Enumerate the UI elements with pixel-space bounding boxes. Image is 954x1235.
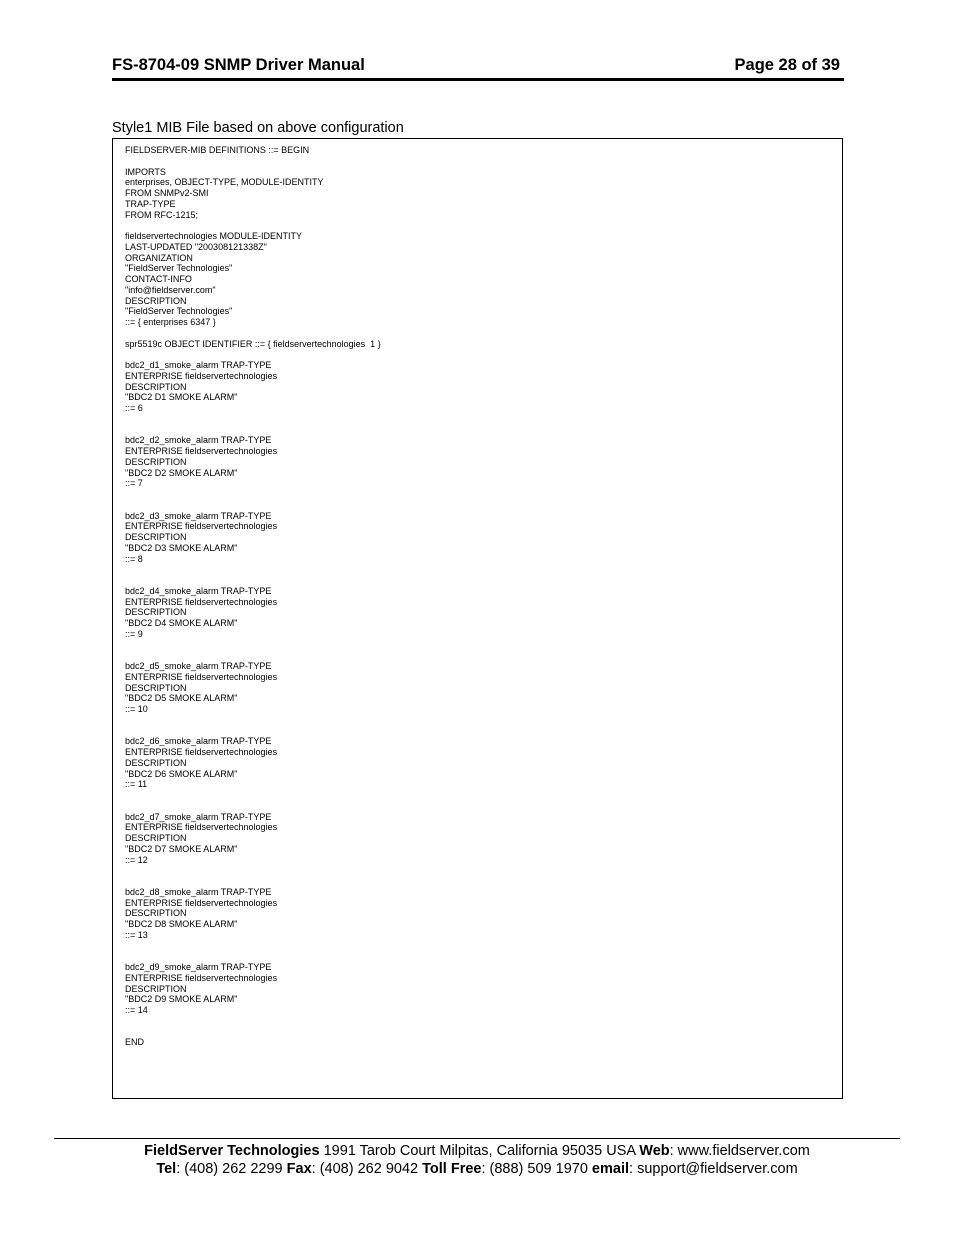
- code-line: bdc2_d4_smoke_alarm TRAP-TYPE: [125, 585, 272, 596]
- code-line: "BDC2 D8 SMOKE ALARM": [125, 919, 238, 929]
- code-caption: Style1 MIB File based on above configuration: [112, 120, 404, 136]
- footer-fax-label: Fax: [286, 1161, 312, 1177]
- code-line: ENTERPRISE fieldservertechnologies: [125, 972, 278, 983]
- code-line: [125, 414, 381, 425]
- code-line: TRAP-TYPE: [125, 198, 176, 209]
- footer-email-value: : support@fieldserver.com: [629, 1161, 798, 1177]
- code-line: "BDC2 D5 SMOKE ALARM": [125, 693, 238, 704]
- footer-tel-label: Tel: [156, 1161, 177, 1177]
- code-line: CONTACT-INFO: [125, 274, 192, 284]
- code-line: ENTERPRISE fieldservertechnologies: [125, 446, 278, 456]
- code-line: "BDC2 D2 SMOKE ALARM": [125, 467, 238, 478]
- code-line: "BDC2 D9 SMOKE ALARM": [125, 994, 238, 1005]
- code-line: [125, 1027, 381, 1038]
- footer-email-label: email: [591, 1161, 630, 1177]
- code-line: ::= 8: [125, 553, 143, 564]
- code-line: [125, 1016, 381, 1027]
- code-line: [125, 489, 381, 500]
- code-line: DESCRIPTION: [125, 607, 187, 618]
- code-line: "BDC2 D1 SMOKE ALARM": [125, 392, 238, 403]
- code-line: "BDC2 D6 SMOKE ALARM": [125, 768, 238, 779]
- code-line: bdc2_d7_smoke_alarm TRAP-TYPE: [125, 811, 272, 822]
- code-line: [125, 575, 381, 586]
- code-line: [125, 640, 381, 651]
- document-title: FS-8704-09 SNMP Driver Manual: [112, 56, 365, 74]
- code-line: [125, 500, 381, 511]
- code-line: FIELDSERVER-MIB DEFINITIONS ::= BEGIN: [125, 145, 310, 155]
- code-line: [125, 801, 381, 812]
- code-line: [125, 564, 381, 575]
- footer-web-value: : www.fieldserver.com: [669, 1143, 810, 1159]
- code-line: IMPORTS: [125, 166, 166, 177]
- code-line: ORGANIZATION: [125, 252, 193, 263]
- code-line: [125, 650, 381, 661]
- page-header: [112, 56, 844, 81]
- code-line: [125, 715, 381, 726]
- code-line: bdc2_d1_smoke_alarm TRAP-TYPE: [125, 360, 272, 370]
- code-line: ::= 14: [125, 1005, 148, 1015]
- footer-address: 1991 Tarob Court Milpitas, California 95035 USA: [319, 1143, 640, 1159]
- code-listing-box: [112, 138, 843, 1099]
- code-line: bdc2_d8_smoke_alarm TRAP-TYPE: [125, 886, 272, 897]
- footer-tollfree-value: : (888) 509 1970: [481, 1161, 592, 1177]
- code-line: [125, 425, 381, 436]
- code-line: END: [125, 1037, 145, 1048]
- code-line: LAST-UPDATED "200308121338Z": [125, 241, 267, 252]
- code-line: DESCRIPTION: [125, 456, 187, 467]
- code-line: fieldservertechnologies MODULE-IDENTITY: [125, 231, 303, 241]
- page-footer: [54, 1142, 900, 1178]
- code-line: [125, 156, 381, 167]
- code-line: FROM SNMPv2-SMI: [125, 188, 209, 198]
- code-line: DESCRIPTION: [125, 381, 187, 392]
- code-line: ::= 10: [125, 704, 148, 714]
- code-line: ENTERPRISE fieldservertechnologies: [125, 521, 278, 532]
- code-line: bdc2_d6_smoke_alarm TRAP-TYPE: [125, 736, 272, 747]
- code-line: DESCRIPTION: [125, 295, 187, 306]
- code-line: bdc2_d2_smoke_alarm TRAP-TYPE: [125, 435, 272, 446]
- code-line: DESCRIPTION: [125, 908, 187, 919]
- code-line: ::= 7: [125, 478, 143, 489]
- code-line: "BDC2 D4 SMOKE ALARM": [125, 618, 238, 628]
- page-number: Page 28 of 39: [734, 56, 840, 74]
- code-line: [125, 790, 381, 801]
- footer-web-label: Web: [639, 1143, 670, 1159]
- code-line: [125, 726, 381, 737]
- code-line: "FieldServer Technologies": [125, 263, 233, 274]
- code-line: [125, 951, 381, 962]
- footer-tollfree-label: Toll Free: [422, 1161, 482, 1177]
- footer-tel-value: : (408) 262 2299: [176, 1161, 287, 1177]
- code-line: enterprises, OBJECT-TYPE, MODULE-IDENTITY: [125, 177, 324, 188]
- mib-code: [125, 145, 381, 1048]
- code-line: ENTERPRISE fieldservertechnologies: [125, 747, 278, 757]
- code-line: bdc2_d9_smoke_alarm TRAP-TYPE: [125, 962, 272, 972]
- code-line: ::= 13: [125, 929, 148, 940]
- code-line: "BDC2 D7 SMOKE ALARM": [125, 843, 238, 854]
- code-line: [125, 876, 381, 887]
- code-line: ENTERPRISE fieldservertechnologies: [125, 822, 278, 833]
- code-line: DESCRIPTION: [125, 757, 187, 768]
- code-line: spr5519c OBJECT IDENTIFIER ::= { fieldservertechnologies 1 }: [125, 338, 381, 349]
- code-line: [125, 349, 381, 360]
- code-line: "info@fieldserver.com": [125, 284, 216, 295]
- code-line: DESCRIPTION: [125, 833, 187, 843]
- code-line: [125, 865, 381, 876]
- code-line: ENTERPRISE fieldservertechnologies: [125, 897, 278, 908]
- code-line: ENTERPRISE fieldservertechnologies: [125, 596, 278, 607]
- code-line: ::= 9: [125, 628, 143, 639]
- code-line: [125, 220, 381, 231]
- code-line: DESCRIPTION: [125, 983, 187, 994]
- code-line: DESCRIPTION: [125, 532, 187, 542]
- code-line: bdc2_d5_smoke_alarm TRAP-TYPE: [125, 661, 272, 671]
- code-line: "FieldServer Technologies": [125, 306, 233, 317]
- code-line: [125, 941, 381, 952]
- footer-line-1: [54, 1142, 900, 1160]
- code-line: ENTERPRISE fieldservertechnologies: [125, 370, 278, 381]
- code-line: ::= 6: [125, 403, 143, 413]
- code-line: DESCRIPTION: [125, 682, 187, 693]
- footer-divider: [54, 1138, 900, 1139]
- code-line: ENTERPRISE fieldservertechnologies: [125, 671, 278, 682]
- footer-fax-value: : (408) 262 9042: [311, 1161, 423, 1177]
- footer-line-2: [54, 1160, 900, 1178]
- footer-company: FieldServer Technologies: [144, 1143, 320, 1159]
- code-line: ::= 11: [125, 779, 148, 790]
- code-line: [125, 328, 381, 339]
- code-line: ::= 12: [125, 854, 148, 865]
- code-line: FROM RFC-1215;: [125, 209, 199, 220]
- code-line: "BDC2 D3 SMOKE ALARM": [125, 542, 238, 553]
- code-line: ::= { enterprises 6347 }: [125, 317, 216, 327]
- code-line: bdc2_d3_smoke_alarm TRAP-TYPE: [125, 510, 272, 521]
